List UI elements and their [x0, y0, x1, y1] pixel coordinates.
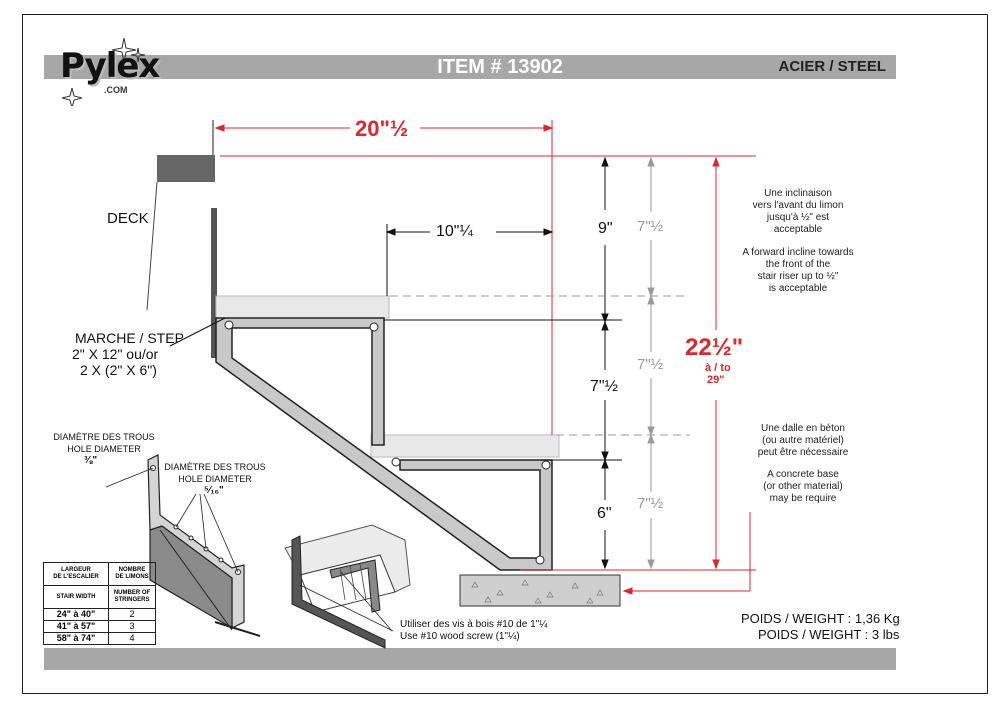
hole-diameter-2-en: HOLE DIAMETER — [178, 474, 252, 484]
step-spec-1: 2" X 12" ou/or — [72, 346, 159, 362]
deck-label: DECK — [107, 210, 149, 227]
weight-kg: POIDS / WEIGHT : 1,36 Kg — [741, 611, 900, 626]
base-note-fr: Une dalle en béton (ou autre matériel) peut être nécessaire — [757, 423, 849, 458]
weight-lbs: POIDS / WEIGHT : 3 lbs — [758, 627, 900, 642]
hole-diameter-2-value: ⁵⁄₁₆" — [204, 485, 224, 496]
table-header-width-en: STAIR WIDTH — [44, 586, 109, 609]
screw-note-fr: Utiliser des vis à bois #10 de 1"¼ — [400, 619, 548, 630]
rise-bottom-dimension: 6" — [597, 505, 612, 522]
material-label: ACIER / STEEL — [778, 58, 886, 75]
step-label: MARCHE / STEP — [75, 330, 184, 346]
installed-detail — [285, 525, 410, 648]
lower-tread — [371, 435, 559, 457]
logo-text: Pylex — [60, 46, 160, 86]
stringer-table — [43, 562, 156, 645]
table-header-count-en: NUMBER OF STRINGERS — [109, 586, 156, 609]
base-note-en: A concrete base (or other material) may be require — [763, 469, 843, 504]
screw-note-en: Use #10 wood screw (1"¼) — [400, 631, 520, 642]
total-run-dimension: 20"½ — [355, 116, 409, 141]
item-number: ITEM # 13902 — [437, 56, 563, 78]
step-height-2: 7"½ — [637, 356, 664, 373]
table-header-count-fr: NOMBRE DE LIMONS — [109, 563, 156, 586]
upper-tread — [216, 296, 389, 318]
total-height-to: à / to — [705, 362, 731, 374]
deck-beam — [157, 155, 215, 182]
step-height-1: 7"½ — [637, 218, 664, 235]
deck-area — [147, 182, 213, 310]
step-height-3: 7"½ — [637, 495, 664, 512]
logo-suffix: .COM — [104, 85, 128, 95]
hole-diameter-1-value: ⅜" — [84, 455, 98, 466]
total-height-dimension: 22½" — [685, 334, 744, 361]
hole-diameter-1-en: HOLE DIAMETER — [67, 444, 141, 454]
table-row: 24" à 40" 2 — [44, 609, 156, 621]
table-row: 58" à 74" 4 — [44, 633, 156, 645]
table-row: 41" à 57" 3 — [44, 621, 156, 633]
step-run-dimension: 10"¼ — [436, 223, 473, 240]
total-height-max: 29" — [707, 374, 725, 386]
hole-diameter-2-fr: DIAMÈTRE DES TROUS — [164, 462, 266, 472]
step-spec-2: 2 X (2" X 6") — [80, 362, 157, 378]
table-header-width-fr: LARGEUR DE L'ESCALIER — [44, 563, 109, 586]
rise-top-dimension: 9" — [598, 220, 613, 237]
incline-note-en: A forward incline towards the front of the stair riser up to ½" is acceptable — [742, 247, 854, 294]
incline-note-fr: Une inclinaison vers l'avant du limon jusqu'à ½" est acceptable — [752, 188, 844, 235]
hole-diameter-1-fr: DIAMÈTRE DES TROUS — [53, 432, 155, 442]
rise-middle-dimension: 7"½ — [590, 378, 618, 395]
